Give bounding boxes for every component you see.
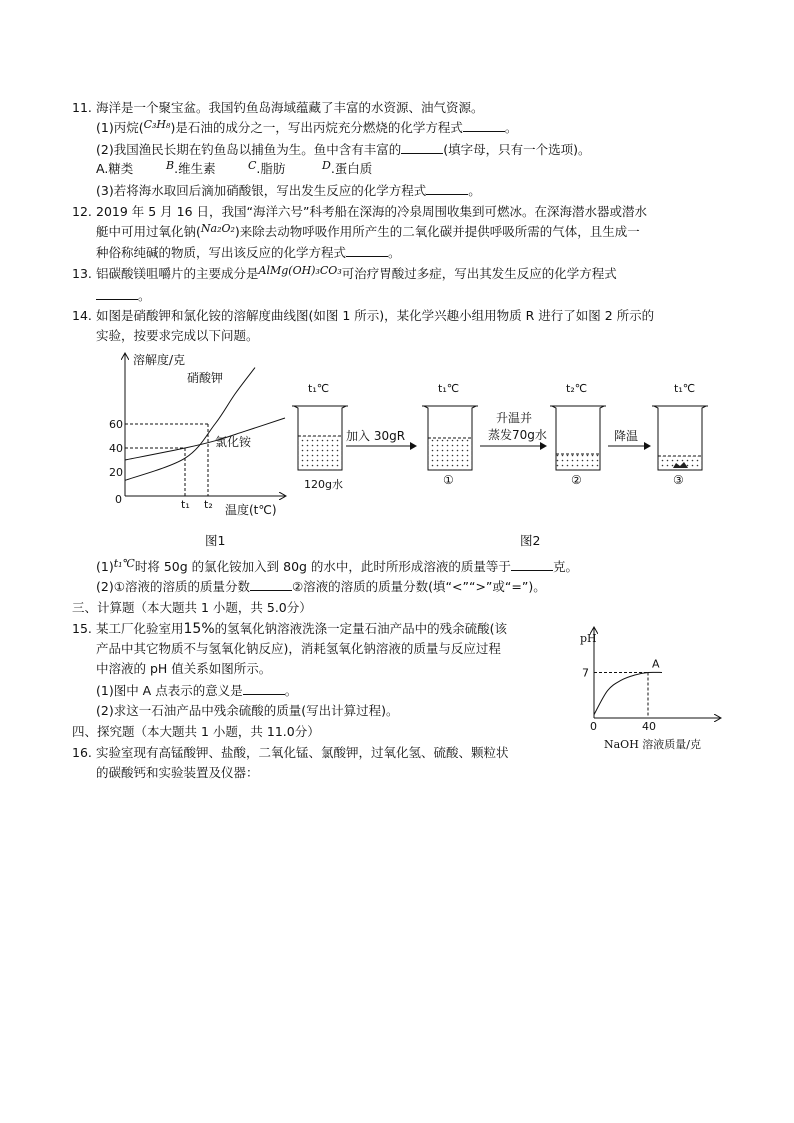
beaker-water [292,382,348,491]
ph-curve [594,672,662,714]
q11-part2: (2)我国渔民长期在钓鱼岛以捕鱼为生。鱼中含有丰富的 (填字母，只有一个选项)。 [96,142,591,157]
chart1-ylabel: 溶解度/克 [133,353,186,367]
q11-part3: (3)若将海水取回后滴加硝酸银，写出发生反应的化学方程式 。 [96,183,481,198]
option-c: C.脂肪 [248,159,286,176]
svg-text:t₁℃: t₁℃ [674,382,696,395]
q15-part2: (2)求这一石油产品中残余硫酸的质量(写出计算过程)。 [96,703,399,718]
q12-line1: 12. 2019 年 5 月 16 日，我国“海洋六号”科考船在深海的冷泉周围收集到可燃冰。在深海潜水器或潜水 [72,204,647,219]
ytick-label-60: 60 [109,418,123,431]
ph-xlabel: NaOH 溶液质量/克 [604,738,701,751]
xtick-t1: t₁ [181,498,190,511]
q14-part1: (1)t₁℃时将 50g 的氯化铵加入到 80g 的水中，此时所形成溶液的质量等于 克。 [96,557,578,574]
beaker-crystals [652,382,708,487]
answer-blank[interactable] [96,287,138,300]
xtick-t2: t₂ [204,498,213,511]
experiment-diagram [290,378,730,518]
option-a: A.糖类 [96,161,134,176]
answer-blank[interactable] [250,578,292,591]
ytick-label-20: 20 [109,466,123,479]
svg-text:②: ② [571,473,582,487]
legend-kno3: 硝酸钾 [187,371,224,385]
legend-nh4cl: 氯化铵 [215,435,252,449]
answer-blank[interactable] [346,244,388,257]
q14-line2: 实验，按要求完成以下问题。 [96,328,259,343]
q13-line2: 。 [96,287,151,304]
section-4-title: 四、探究题（本大题共 1 小题，共 11.0分） [72,724,320,739]
q12-line2: 艇中可用过氧化钠(Na₂O₂)来除去动物呼吸作用所产生的二氧化碳并提供呼吸所需的气体，且生成一 [96,222,640,239]
t1-symbol: t₁℃ [113,557,135,570]
beaker-solution-2 [550,382,606,487]
svg-text:t₂℃: t₂℃ [566,382,588,395]
section-3-title: 三、计算题（本大题共 1 小题，共 5.0分） [72,600,312,615]
option-b: B.维生素 [166,159,216,176]
q11-stem: 11. 海洋是一个聚宝盆。我国钓鱼岛海域蕴藏了丰富的水资源、油气资源。 [72,100,484,115]
q16-line1: 16. 实验室现有高锰酸钾、盐酸，二氧化锰、氯酸钾，过氧化氢、硫酸、颗粒状 [72,745,509,760]
svg-text:120g水: 120g水 [304,478,343,491]
arrow2-label-2: 蒸发70g水 [488,428,547,442]
figure2-caption: 图2 [520,533,541,548]
ph-ylabel: pH [580,632,597,645]
formula-c3h8: C₃H₈ [143,118,171,131]
q15-part1: (1)图中 A 点表示的意义是 。 [96,683,298,698]
svg-text:t₁℃: t₁℃ [438,382,460,395]
arrow1-label: 加入 30gR [346,429,406,443]
ph-xtick-40: 40 [642,720,656,733]
answer-blank[interactable] [463,119,505,132]
answer-blank[interactable] [426,182,468,195]
ph-point-a: A [652,657,660,671]
q13-line1: 13. 铝碳酸镁咀嚼片的主要成分是AlMg(OH)₃CO₃可治疗胃酸过多症，写出其发生反应的化学方程式 [72,264,617,281]
q11-options [96,161,372,178]
q12-line3: 种俗称纯碱的物质，写出该反应的化学方程式 。 [96,245,401,260]
ph-ytick-7: 7 [582,666,589,680]
ph-origin: 0 [590,720,597,733]
svg-text:t₁℃: t₁℃ [308,382,330,395]
figure1-caption: 图1 [205,533,226,548]
arrow3-label: 降温 [614,429,639,443]
solubility-chart [95,348,295,523]
q14-line1: 14. 如图是硝酸钾和氯化铵的溶解度曲线图(如图 1 所示)，某化学兴趣小组用物质 R 进行了如图 2 所示的 [72,308,655,323]
answer-blank[interactable] [401,141,443,154]
beaker-solution-1 [422,382,478,487]
chart1-origin: 0 [115,493,122,506]
svg-text:①: ① [443,473,454,487]
answer-blank[interactable] [243,682,285,695]
q16-line2: 的碳酸钙和实验装置及仪器： [96,765,259,780]
q15-line1: 15. 某工厂化验室用15%的氢氧化钠溶液洗涤一定量石油产品中的残余硫酸(该 [72,621,508,637]
formula-na2o2: Na₂O₂ [200,222,235,235]
ph-chart [570,622,740,757]
formula-almg: AlMg(OH)₃CO₃ [258,264,342,277]
q15-line3: 中溶液的 pH 值关系如图所示。 [96,661,272,676]
arrow2-label-1: 升温并 [496,411,533,425]
chart1-xlabel: 温度(t℃) [225,503,277,517]
answer-blank[interactable] [511,558,553,571]
q11-part1: (1)丙烷(C₃H₈)是石油的成分之一，写出丙烷充分燃烧的化学方程式 。 [96,118,518,135]
ytick-label-40: 40 [109,442,123,455]
svg-text:③: ③ [673,473,684,487]
q14-part2: (2)①溶液的溶质的质量分数 ②溶液的溶质的质量分数(填“<”“>”或“=”)。 [96,579,546,594]
option-d: D.蛋白质 [322,159,373,176]
q15-line2: 产品中其它物质不与氢氧化钠反应)，消耗氢氧化钠溶液的质量与反应过程 [96,641,501,656]
